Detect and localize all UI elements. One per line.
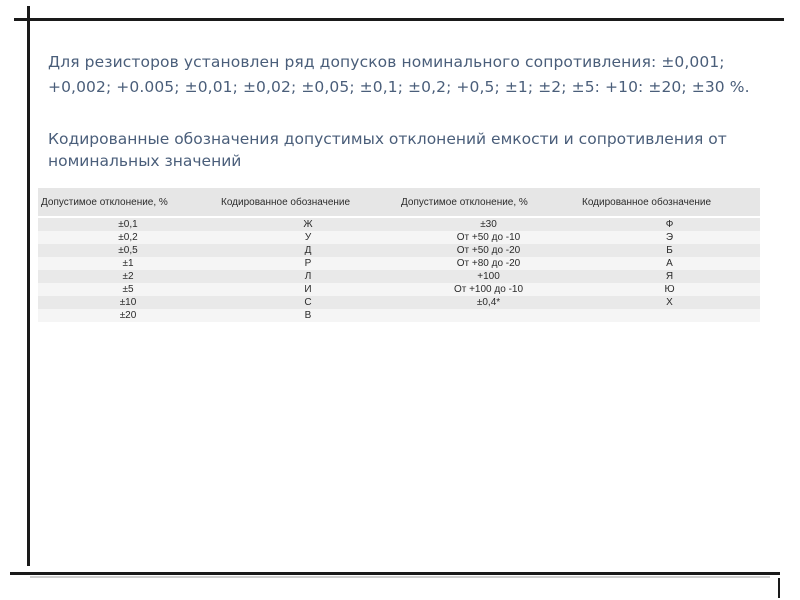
table-cell: Э [579,231,760,244]
table-cell: ±2 [38,270,218,283]
table-cell: Д [218,244,398,257]
table-row [38,217,760,231]
table-row [38,231,760,244]
table-cell: ±30 [398,217,579,231]
table-cell: ±0,5 [38,244,218,257]
frame-top-line [14,18,784,21]
table-row [38,296,760,309]
frame-bottom-shadow [30,576,770,578]
table-row [38,283,760,296]
table-cell: От +100 до -10 [398,283,579,296]
table-cell: В [218,309,398,322]
codes-table-wrapper [38,188,760,322]
intro-paragraph: Для резисторов установлен ряд допусков номинального сопротивления: ±0,001; +0,002; +0.005; ±0,01; ±0,02; ±0,05; ±0,1; ±0,2; +0,5; ±1; ±2; ±5: +10: ±20; ±30 %. [48,53,750,96]
table-cell: От +50 до -10 [398,231,579,244]
header-code-2: Кодированное обозначение [579,188,760,217]
table-cell: Ю [579,283,760,296]
table-header-row [38,188,760,217]
table-cell: У [218,231,398,244]
table-cell: ±0,2 [38,231,218,244]
codes-table [38,188,760,322]
frame-bottom-line [10,572,780,575]
table-heading: Кодированные обозначения допустимых отклонений емкости и сопротивления от номинальных значений [48,130,727,170]
table-cell: +100 [398,270,579,283]
header-tolerance-2: Допустимое отклонение, % [398,188,579,217]
table-row [38,270,760,283]
table-cell: Х [579,296,760,309]
table-cell: От +50 до -20 [398,244,579,257]
table-cell [398,309,579,322]
table-cell: Ж [218,217,398,231]
table-row [38,309,760,322]
table-cell: ±20 [38,309,218,322]
table-row [38,244,760,257]
table-cell: Л [218,270,398,283]
table-row [38,257,760,270]
table-cell: И [218,283,398,296]
table-cell: ±0,1 [38,217,218,231]
table-cell: Б [579,244,760,257]
table-cell: А [579,257,760,270]
table-cell: ±0,4* [398,296,579,309]
table-cell: ±10 [38,296,218,309]
frame-right-tick [778,578,780,598]
table-cell [579,309,760,322]
table-cell: ±5 [38,283,218,296]
header-tolerance-1: Допустимое отклонение, % [38,188,218,217]
table-cell: Ф [579,217,760,231]
table-cell: Р [218,257,398,270]
frame-left-line [27,6,30,566]
table-cell: ±1 [38,257,218,270]
header-code-1: Кодированное обозначение [218,188,398,217]
table-cell: С [218,296,398,309]
table-cell: От +80 до -20 [398,257,579,270]
table-cell: Я [579,270,760,283]
